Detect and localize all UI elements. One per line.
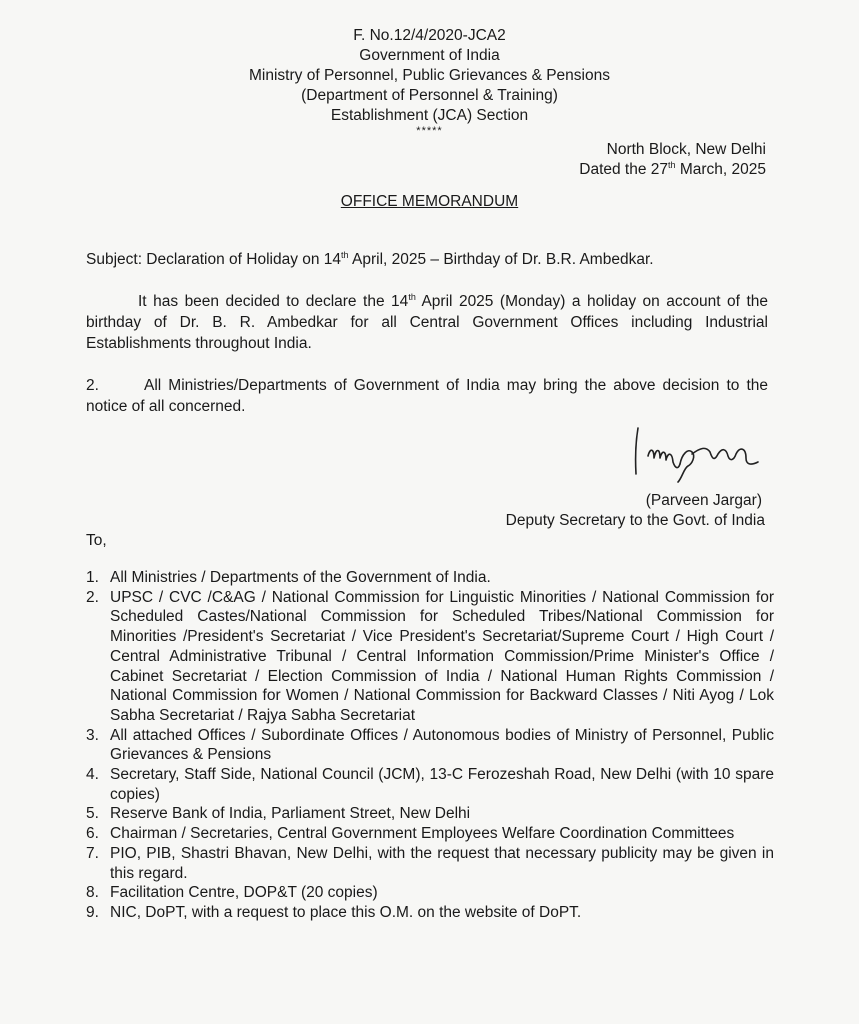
paragraph-2-text: All Ministries/Departments of Government of India may bring the above decision to the notice of all concerned. xyxy=(86,377,768,415)
list-item xyxy=(86,726,774,765)
paragraph-2 xyxy=(86,375,768,417)
date-suffix: March, 2025 xyxy=(675,161,766,178)
list-item-number: 4. xyxy=(86,766,99,784)
subject-line xyxy=(86,250,776,270)
list-item-number: 3. xyxy=(86,726,99,744)
list-item xyxy=(86,844,774,883)
date-sup: th xyxy=(668,159,676,170)
list-item-number: 5. xyxy=(86,805,99,823)
signatory-designation: Deputy Secretary to the Govt. of India xyxy=(505,512,765,529)
list-item xyxy=(86,765,774,804)
list-item xyxy=(86,568,774,588)
list-item-number: 9. xyxy=(86,903,99,921)
list-item-text: All attached Offices / Subordinate Offices / Autonomous bodies of Ministry of Personnel, Public Grievances & Pensions xyxy=(110,726,774,764)
signatory-name: (Parveen Jargar) xyxy=(645,492,762,509)
date-prefix: Dated the 27 xyxy=(579,161,669,178)
file-number: F. No.12/4/2020-JCA2 xyxy=(353,27,506,44)
to-label: To, xyxy=(86,532,107,549)
department-name: (Department of Personnel & Training) xyxy=(301,87,558,104)
paragraph-2-number: 2. xyxy=(86,377,99,394)
subject-sup: th xyxy=(341,249,349,260)
list-item-text: All Ministries / Departments of the Government of India. xyxy=(110,569,491,586)
list-item-text: PIO, PIB, Shastri Bhavan, New Delhi, with the request that necessary publicity may be given in this regard. xyxy=(110,844,774,882)
list-item xyxy=(86,824,774,844)
document-title: OFFICE MEMORANDUM xyxy=(340,193,519,210)
paragraph-1-prefix: It has been decided to declare the 14 xyxy=(138,293,409,310)
government-name: Government of India xyxy=(359,47,500,64)
list-item-text: Chairman / Secretaries, Central Government Employees Welfare Coordination Committees xyxy=(110,825,735,843)
list-item-text: UPSC / CVC /C&AG / National Commission for Linguistic Minorities / National Commission for Scheduled Castes/National Commission for Scheduled Tribes/National Commission for Minorities /President's Secretariat / Vice President's Secretariat/Supreme Court / High Court / Central Administrative Tribunal / Central Information Commission/Prime Minister's Office / Cabinet Secretariat / Election Commission of India / National Human Rights Commission / National Commission for Women / National Commission for Backward Classes / Niti Ayog / Lok Sabha Secretariat / Rajya Sabha Secretariat xyxy=(110,588,774,724)
date xyxy=(579,160,766,180)
subject-suffix: April, 2025 – Birthday of Dr. B.R. Ambedkar. xyxy=(348,251,654,268)
list-item-number: 6. xyxy=(86,825,99,843)
location: North Block, New Delhi xyxy=(606,141,766,158)
recipient-list xyxy=(86,568,774,923)
list-item-number: 8. xyxy=(86,884,99,902)
list-item xyxy=(86,804,774,824)
letterhead xyxy=(0,26,859,136)
place-and-date xyxy=(579,140,766,180)
list-item xyxy=(86,883,774,903)
subject-prefix: Subject: Declaration of Holiday on 14 xyxy=(86,251,342,268)
list-item-number: 7. xyxy=(86,844,99,862)
list-item-text: Facilitation Centre, DOP&T (20 copies) xyxy=(110,884,378,902)
paragraph-1-sup: th xyxy=(408,291,416,302)
paragraph-1-suffix: April 2025 (Monday) a holiday on account of the birthday of Dr. B. R. Ambedkar for all Central Government Offices including Industrial Establishments throughout India. xyxy=(86,293,769,352)
section-name: Establishment (JCA) Section xyxy=(330,107,529,124)
list-item xyxy=(86,903,774,923)
list-item-text: Secretary, Staff Side, National Council (JCM), 13-C Ferozeshah Road, New Delhi (with 10 spare copies) xyxy=(110,766,774,803)
list-item-text: Reserve Bank of India, Parliament Street, New Delhi xyxy=(110,805,471,823)
signatory-block xyxy=(506,491,765,531)
list-item-number: 1. xyxy=(86,569,99,586)
list-item xyxy=(86,588,774,726)
handwritten-signature xyxy=(618,418,768,486)
list-item-number: 2. xyxy=(86,588,99,606)
ministry-name: Ministry of Personnel, Public Grievances & Pensions xyxy=(249,67,610,84)
separator-stars: ***** xyxy=(416,125,443,137)
list-item-text: NIC, DoPT, with a request to place this O.M. on the website of DoPT. xyxy=(110,903,582,921)
paragraph-1 xyxy=(86,291,768,354)
